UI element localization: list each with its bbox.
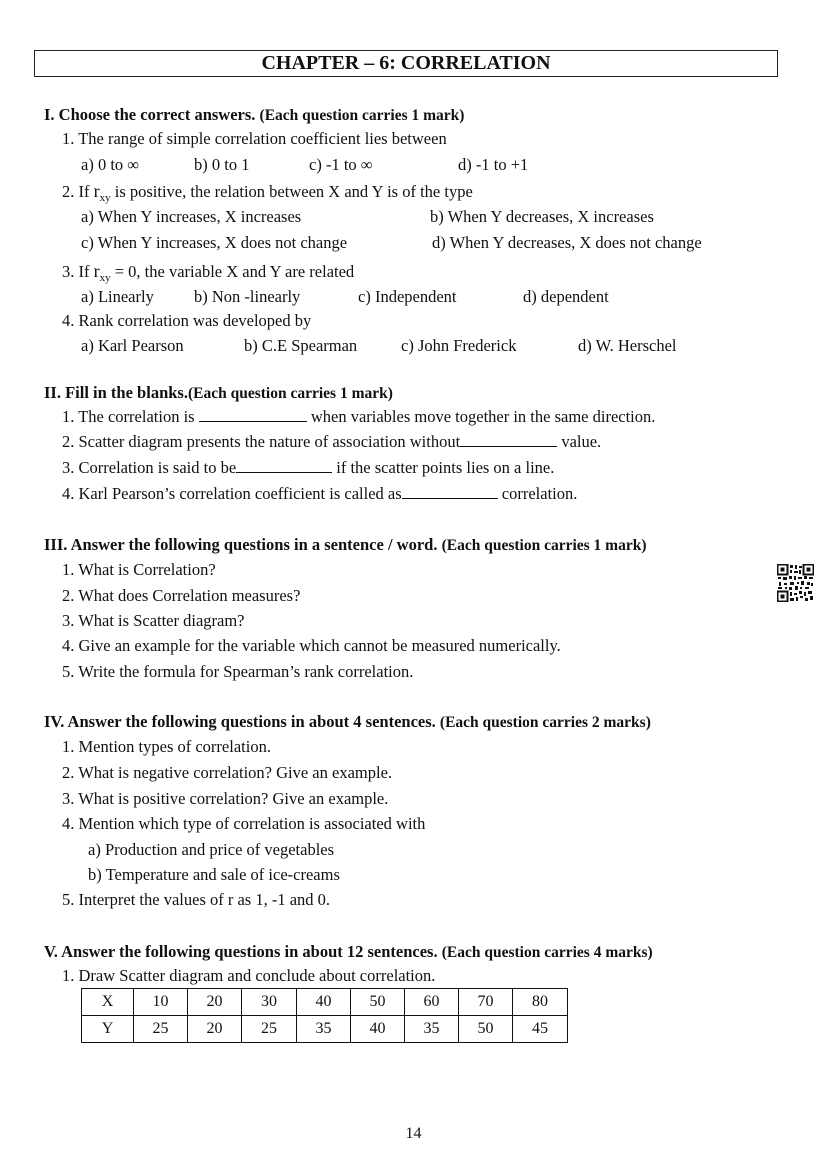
table-cell: 25 xyxy=(134,1016,188,1043)
table-cell: 45 xyxy=(513,1016,568,1043)
s5-question-1: 1. Draw Scatter diagram and conclude about correlation. xyxy=(62,966,436,985)
r-symbol: r xyxy=(93,261,100,281)
s3-question-1: 1. What is Correlation? xyxy=(62,560,216,579)
xy-subscript: xy xyxy=(99,272,111,284)
s1-q3-post: = 0, the variable X and Y are related xyxy=(110,262,355,281)
r-symbol: r xyxy=(93,181,100,201)
s1-q3-pre: 3. If xyxy=(62,262,94,281)
section-3-heading xyxy=(44,535,647,555)
table-row-y xyxy=(82,1016,568,1043)
s2-q2-text-b: value. xyxy=(557,432,602,451)
xy-subscript: xy xyxy=(99,192,111,204)
s2-q4-text-a: 4. Karl Pearson’s correlation coefficient is called as xyxy=(62,484,402,503)
table-cell: 10 xyxy=(134,989,188,1016)
s2-question-2 xyxy=(62,432,601,452)
table-cell: 20 xyxy=(188,989,242,1016)
s1-question-4: 4. Rank correlation was developed by xyxy=(62,311,312,330)
table-cell: 60 xyxy=(405,989,459,1016)
s3-question-3: 3. What is Scatter diagram? xyxy=(62,611,245,630)
answer-blank xyxy=(199,407,307,422)
table-cell: 70 xyxy=(459,989,513,1016)
s4-question-2: 2. What is negative correlation? Give an example. xyxy=(62,763,393,782)
s1-q4-option-d: d) W. Herschel xyxy=(578,336,677,355)
s1-q1-option-d: d) -1 to +1 xyxy=(458,155,529,174)
s4-question-1: 1. Mention types of correlation. xyxy=(62,737,271,756)
s1-q2-option-d: d) When Y decreases, X does not change xyxy=(432,233,702,252)
table-cell: 35 xyxy=(297,1016,351,1043)
section-3-title: III. Answer the following questions in a sentence / word. xyxy=(44,535,438,554)
s1-q3-option-a: a) Linearly xyxy=(81,287,154,306)
s1-q3-option-d: d) dependent xyxy=(523,287,609,306)
table-cell: 50 xyxy=(351,989,405,1016)
s1-q2-option-a: a) When Y increases, X increases xyxy=(81,207,302,226)
s3-question-5: 5. Write the formula for Spearman’s rank correlation. xyxy=(62,662,414,681)
data-table xyxy=(81,988,568,1043)
s1-q1-option-b: b) 0 to 1 xyxy=(194,155,250,174)
s4-q4-sub-a: a) Production and price of vegetables xyxy=(88,840,335,859)
table-cell: 40 xyxy=(297,989,351,1016)
qr-code-icon xyxy=(777,564,814,602)
table-cell: 80 xyxy=(513,989,568,1016)
section-1-title: I. Choose the correct answers. xyxy=(44,105,256,124)
section-2-heading xyxy=(44,383,393,403)
s1-q1-option-a: a) 0 to ∞ xyxy=(81,155,140,174)
answer-blank xyxy=(460,432,557,447)
s1-question-1: 1. The range of simple correlation coefficient lies between xyxy=(62,129,447,148)
s1-question-2 xyxy=(62,181,473,204)
s1-q2-pre: 2. If xyxy=(62,182,94,201)
s1-question-3 xyxy=(62,261,354,284)
section-1-note: (Each question carries 1 mark) xyxy=(259,107,465,124)
table-cell: 50 xyxy=(459,1016,513,1043)
table-cell: 30 xyxy=(242,989,297,1016)
section-3-note: (Each question carries 1 mark) xyxy=(441,537,647,554)
section-5-heading xyxy=(44,942,653,962)
s1-q3-option-b: b) Non -linearly xyxy=(194,287,301,306)
s1-q2-post: is positive, the relation between X and Y is of the type xyxy=(110,182,473,201)
s1-q1-option-c: c) -1 to ∞ xyxy=(309,155,373,174)
answer-blank xyxy=(402,484,498,499)
s3-question-4: 4. Give an example for the variable which cannot be measured numerically. xyxy=(62,636,561,655)
s1-q3-option-c: c) Independent xyxy=(358,287,457,306)
table-cell: 20 xyxy=(188,1016,242,1043)
s1-q2-option-b: b) When Y decreases, X increases xyxy=(430,207,654,226)
s2-q3-text-a: 3. Correlation is said to be xyxy=(62,458,237,477)
s4-question-4: 4. Mention which type of correlation is associated with xyxy=(62,814,426,833)
s1-q4-option-c: c) John Frederick xyxy=(401,336,517,355)
s2-question-3 xyxy=(62,458,554,478)
table-cell: 40 xyxy=(351,1016,405,1043)
s2-q2-text-a: 2. Scatter diagram presents the nature of association without xyxy=(62,432,461,451)
s4-question-3: 3. What is positive correlation? Give an example. xyxy=(62,789,389,808)
table-header-y: Y xyxy=(82,1016,134,1043)
table-row-x xyxy=(82,989,568,1016)
table-header-x: X xyxy=(82,989,134,1016)
s2-q3-text-b: if the scatter points lies on a line. xyxy=(332,458,555,477)
chapter-title: CHAPTER – 6: CORRELATION xyxy=(34,50,778,77)
s1-q2-option-c: c) When Y increases, X does not change xyxy=(81,233,348,252)
s2-q1-text-b: when variables move together in the same direction. xyxy=(306,407,656,426)
s2-question-1 xyxy=(62,407,655,427)
section-5-title: V. Answer the following questions in about 12 sentences. xyxy=(44,942,438,961)
section-4-heading xyxy=(44,712,651,732)
s2-question-4 xyxy=(62,484,577,504)
s1-q4-option-a: a) Karl Pearson xyxy=(81,336,184,355)
s4-question-5: 5. Interpret the values of r as 1, -1 and 0. xyxy=(62,890,331,909)
table-cell: 25 xyxy=(242,1016,297,1043)
section-4-note: (Each question carries 2 marks) xyxy=(439,714,651,731)
section-2-note: (Each question carries 1 mark) xyxy=(187,385,393,402)
page-number: 14 xyxy=(405,1125,422,1142)
section-5-note: (Each question carries 4 marks) xyxy=(441,944,653,961)
section-4-title: IV. Answer the following questions in about 4 sentences. xyxy=(44,712,436,731)
section-1-heading xyxy=(44,105,464,125)
s2-q4-text-b: correlation. xyxy=(497,484,578,503)
s2-q1-text-a: 1. The correlation is xyxy=(62,407,199,426)
s4-q4-sub-b: b) Temperature and sale of ice-creams xyxy=(88,865,340,884)
section-2-title: II. Fill in the blanks. xyxy=(44,383,188,402)
answer-blank xyxy=(236,458,332,473)
s1-q4-option-b: b) C.E Spearman xyxy=(244,336,358,355)
s3-question-2: 2. What does Correlation measures? xyxy=(62,586,301,605)
table-cell: 35 xyxy=(405,1016,459,1043)
